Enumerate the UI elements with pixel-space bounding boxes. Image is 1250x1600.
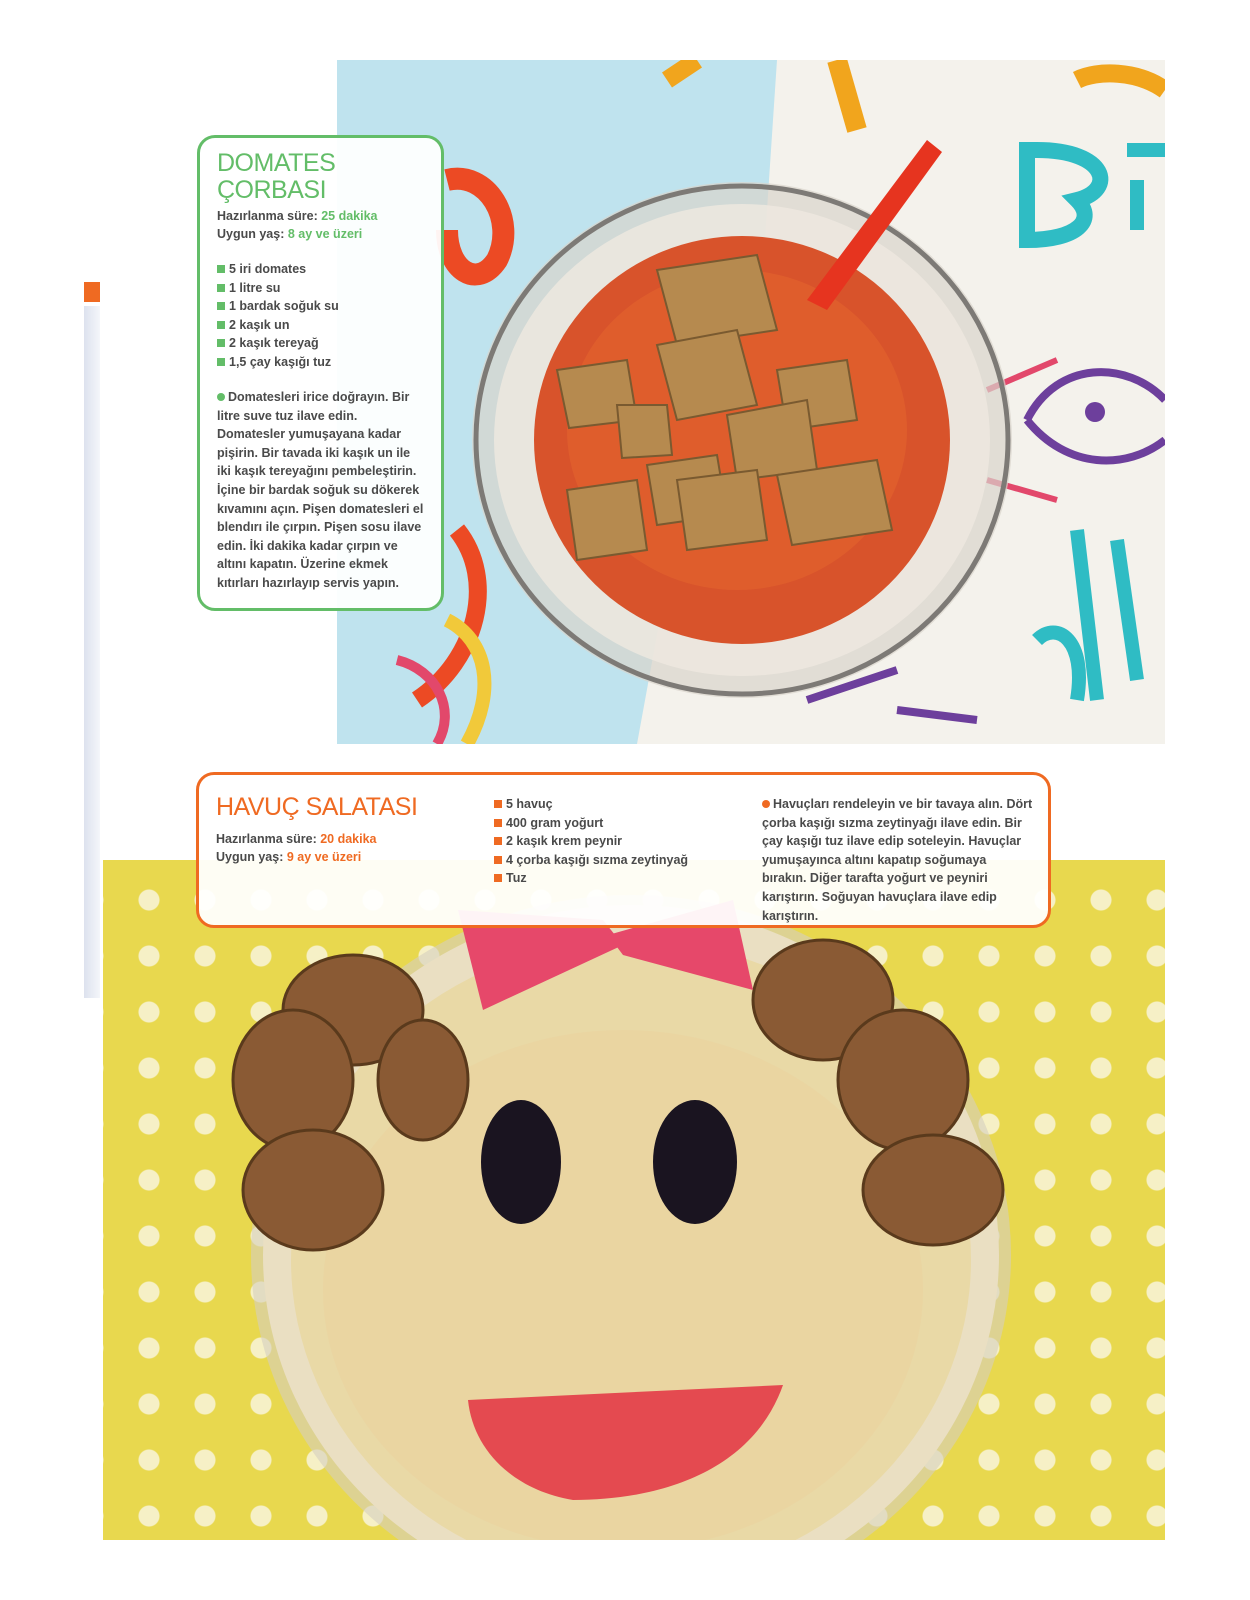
salad-age xyxy=(216,848,377,866)
carrot-salad-photo xyxy=(103,860,1165,1540)
age-label: Uygun yaş: xyxy=(217,227,285,241)
age-label: Uygun yaş: xyxy=(216,850,284,864)
bullet-square-icon xyxy=(217,284,225,292)
salad-instructions: Havuçları rendeleyin ve bir tavaya alın. Dört çorba kaşığı sızma zeytinyağı ilave edin. Bir çay kaşığı tuz ilave edip soteleyin. Havuçlar yumuşayınca altını kapatıp soğumaya bırakın. Diğer tarafta yoğurt ve peyniri karıştırın. Soğuyan havuçlara ilave edip karıştırın. xyxy=(762,797,1033,923)
bullet-square-icon xyxy=(217,321,225,329)
bullet-square-icon xyxy=(494,819,502,827)
soup-age xyxy=(217,225,427,243)
ingredient-item: 1 litre su xyxy=(217,279,427,298)
bullet-square-icon xyxy=(494,800,502,808)
ingredient-item: 2 kaşık krem peynir xyxy=(494,832,688,851)
bullet-dot-icon xyxy=(217,393,225,401)
tomato-soup-photo xyxy=(337,60,1165,744)
prep-value: 20 dakika xyxy=(320,832,377,846)
bullet-square-icon xyxy=(494,856,502,864)
salad-title: HAVUÇ SALATASI xyxy=(216,793,418,821)
ingredient-item: 4 çorba kaşığı sızma zeytinyağ xyxy=(494,851,688,870)
ingredient-item: 1 bardak soğuk su xyxy=(217,297,427,316)
bullet-dot-icon xyxy=(762,800,770,808)
age-value: 8 ay ve üzeri xyxy=(287,227,363,241)
soup-recipe-card xyxy=(197,135,444,611)
ingredient-item: 2 kaşık un xyxy=(217,316,427,335)
soup-prep-time xyxy=(217,207,427,225)
side-strip xyxy=(84,306,100,998)
bullet-square-icon xyxy=(217,339,225,347)
bullet-square-icon xyxy=(217,265,225,273)
bullet-square-icon xyxy=(217,358,225,366)
prep-label: Hazırlanma süre: xyxy=(217,209,318,223)
ingredient-item: 5 havuç xyxy=(494,795,688,814)
ingredient-item: 400 gram yoğurt xyxy=(494,814,688,833)
ingredient-item: 5 iri domates xyxy=(217,260,427,279)
salad-ingredients xyxy=(494,795,688,888)
ingredient-item: 2 kaşık tereyağ xyxy=(217,334,427,353)
side-accent-tab xyxy=(84,282,100,302)
carrot-salad-recipe-card xyxy=(196,772,1051,928)
ingredient-item: Tuz xyxy=(494,869,688,888)
soup-instructions: Domatesleri irice doğrayın. Bir litre suve tuz ilave edin. Domatesler yumuşayana kadar pişirin. Bir tavada iki kaşık un ile iki kaşık tereyağını pembeleştirin. İçine bir bardak soğuk su dökerek kıvamını açın. Pişen domatesleri el blendırı ile çırpın. Pişen sosu ilave edin. İki dakika kadar çırpın ve altını kapatın. Üzerine ekmek kıtırları hazırlayıp servis yapın. xyxy=(217,390,424,590)
prep-value: 25 dakika xyxy=(321,209,378,223)
salad-prep-time xyxy=(216,830,377,848)
soup-ingredients xyxy=(217,260,427,371)
bullet-square-icon xyxy=(494,874,502,882)
bullet-square-icon xyxy=(494,837,502,845)
salad-meta xyxy=(216,830,377,866)
bullet-square-icon xyxy=(217,302,225,310)
prep-label: Hazırlanma süre: xyxy=(216,832,317,846)
soup-title: DOMATES ÇORBASI xyxy=(217,149,336,204)
age-value: 9 ay ve üzeri xyxy=(286,850,362,864)
ingredient-item: 1,5 çay kaşığı tuz xyxy=(217,353,427,372)
